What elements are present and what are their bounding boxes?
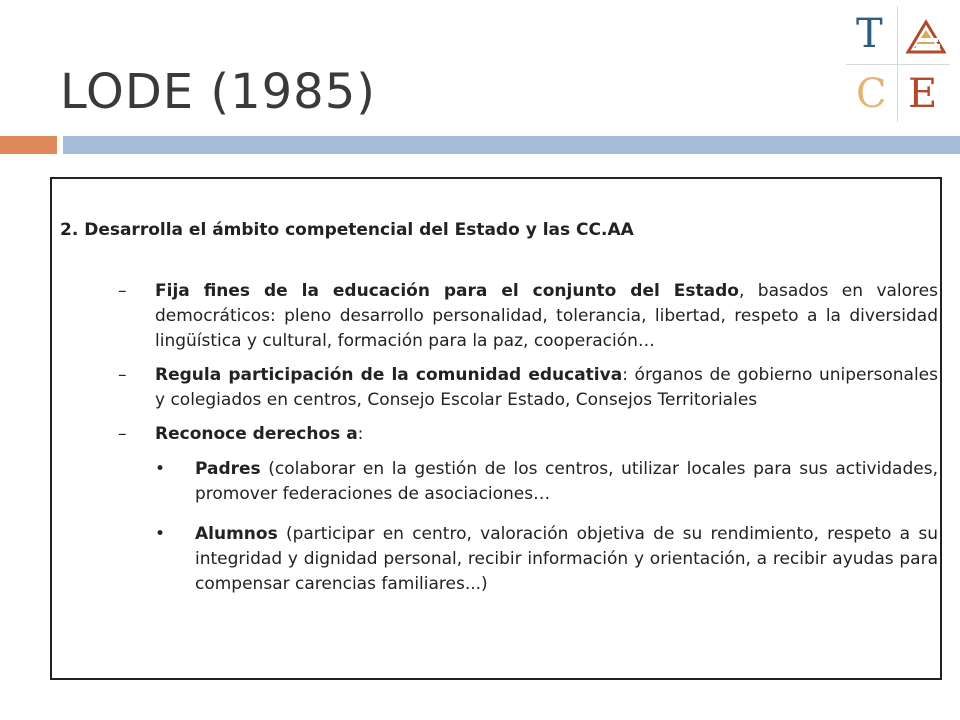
- item-bold-text: Fija fines de la educación para el conjunto del Estado: [155, 281, 739, 301]
- item-text: (colaborar en la gestión de los centros, utilizar locales para sus actividades, promover federaciones de asociaciones…: [195, 459, 938, 504]
- logo-letter-t: T: [856, 11, 883, 57]
- item-text: : órganos de gobierno unipersonales y colegiados en centros, Consejo Escolar Estado, Consejos Territoriales: [155, 365, 938, 410]
- list-item: [60, 422, 938, 447]
- dash-marker: –: [118, 365, 127, 385]
- item-bold-text: Alumnos: [195, 524, 278, 544]
- sub-list-item: [60, 522, 938, 597]
- content-body: [60, 218, 938, 612]
- item-text: , basados en valores democráticos: pleno desarrollo personalidad, tolerancia, libertad, respeto a la diversidad lingüística y cultural, formación para la paz, cooperación…: [155, 281, 938, 351]
- dash-marker: –: [118, 424, 127, 444]
- item-bold-text: Padres: [195, 459, 261, 479]
- item-text: :: [357, 424, 364, 444]
- accent-bar-orange: [0, 136, 57, 154]
- accent-bar-blue: [63, 136, 960, 154]
- item-bold-text: Regula participación de la comunidad educativa: [155, 365, 623, 385]
- sub-list-item: [60, 457, 938, 507]
- slide-title: LODE (1985): [60, 64, 376, 120]
- dash-marker: –: [118, 281, 127, 301]
- tce-logo: [846, 6, 950, 122]
- logo-triangle-icon: [904, 18, 946, 56]
- bullet-marker: •: [155, 459, 166, 479]
- logo-divider-horizontal: [846, 64, 950, 65]
- item-text: (participar en centro, valoración objetiva de su rendimiento, respeto a su integridad y dignidad personal, recibir información y orientación, a recibir ayudas para compensar carencias familiares...): [195, 524, 938, 594]
- list-item: [60, 279, 938, 354]
- logo-letter-e: E: [908, 71, 938, 117]
- bullet-marker: •: [155, 524, 166, 544]
- section-heading: 2. Desarrolla el ámbito competencial del Estado y las CC.AA: [60, 220, 634, 240]
- item-bold-text: Reconoce derechos a: [155, 424, 358, 444]
- list-item: [60, 363, 938, 413]
- logo-letter-c: C: [856, 71, 887, 117]
